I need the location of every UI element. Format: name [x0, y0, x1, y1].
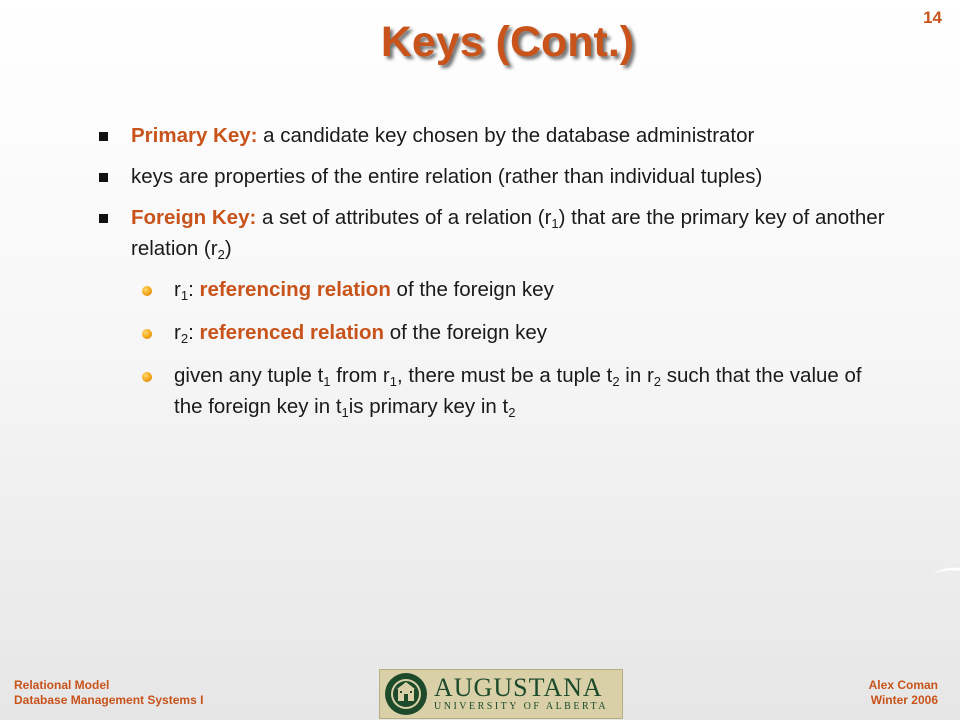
bullet-text: a set of attributes of a relation (r: [256, 206, 552, 229]
term-referencing-relation: referencing relation: [199, 278, 391, 301]
subscript: 2: [653, 374, 662, 389]
sub-text: :: [188, 321, 200, 344]
bullet-primary-key: [96, 120, 886, 151]
sub-text: r: [174, 321, 181, 344]
sub-text: given any tuple t: [174, 364, 324, 387]
subscript: 2: [508, 405, 516, 420]
footer-course-topic: Relational Model: [14, 678, 110, 692]
subscript: 1: [389, 374, 397, 389]
bullet-text: ) that are the primary key of another relation (r: [131, 206, 885, 260]
footer-right: [869, 678, 938, 708]
sub-text: of the foreign key: [390, 278, 554, 301]
term-referenced-relation: referenced relation: [199, 321, 385, 344]
university-seal-icon: [384, 672, 428, 716]
round-bullet-icon: [142, 329, 152, 339]
subscript: 1: [180, 288, 189, 303]
footer-term: Winter 2006: [870, 693, 938, 707]
footer-author: Alex Coman: [868, 678, 938, 692]
subscript: 1: [323, 374, 331, 389]
sub-text: r: [174, 278, 181, 301]
sub-text: is primary key in t: [348, 395, 509, 418]
bullet-text: ): [224, 237, 232, 260]
sub-bullet-referenced: [139, 317, 886, 348]
sub-text: , there must be a tuple t: [396, 364, 613, 387]
bullet-text: a candidate key chosen by the database administrator: [257, 124, 755, 147]
subscript: 2: [612, 374, 620, 389]
sub-text: :: [188, 278, 200, 301]
corner-swoosh-icon: [930, 560, 960, 590]
subscript: 1: [551, 216, 559, 231]
term-foreign-key: Foreign Key:: [131, 206, 257, 229]
round-bullet-icon: [142, 286, 152, 296]
sub-bullet-referencing: [139, 274, 886, 305]
bullet-foreign-key: [96, 202, 886, 264]
footer-left: [14, 678, 203, 708]
bullet-keys-properties: [96, 161, 886, 192]
sub-bullet-tuple-rule: [139, 360, 886, 422]
logo-name: AUGUSTANA: [434, 673, 603, 702]
sub-text: in r: [619, 364, 654, 387]
term-primary-key: Primary Key:: [131, 124, 258, 147]
square-bullet-icon: [99, 214, 108, 223]
slide-number: 14: [923, 8, 942, 27]
square-bullet-icon: [99, 173, 108, 182]
subscript: 2: [217, 247, 225, 262]
bullet-text: keys are properties of the entire relation (rather than individual tuples): [131, 165, 763, 188]
foreign-key-sub-list: [139, 274, 886, 422]
subscript: 2: [180, 331, 189, 346]
sub-text: from r: [330, 364, 390, 387]
square-bullet-icon: [99, 132, 108, 141]
logo-text: [434, 675, 608, 713]
logo-subtitle: UNIVERSITY OF ALBERTA: [434, 701, 609, 712]
footer-course-name: Database Management Systems I: [14, 693, 204, 707]
sub-text: such that the value of the foreign key in t: [174, 364, 862, 418]
subscript: 1: [341, 405, 349, 420]
sub-text: of the foreign key: [384, 321, 548, 344]
slide-title: Keys (Cont.): [380, 18, 635, 66]
slide-content: [96, 120, 886, 434]
round-bullet-icon: [142, 372, 152, 382]
augustana-logo: [379, 669, 623, 719]
